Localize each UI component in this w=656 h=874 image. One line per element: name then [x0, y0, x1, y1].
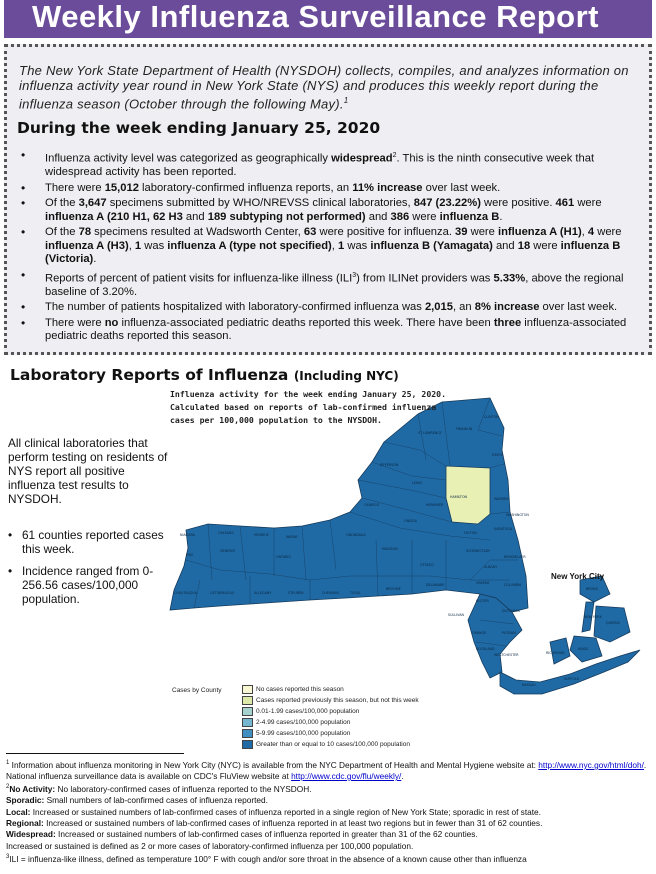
intro-paragraph	[19, 63, 639, 111]
bullet-text: , above the regional baseline of 3.20%.	[45, 272, 624, 298]
county-label: SUFFOLK	[564, 677, 579, 681]
county-label: ORLEANS	[218, 531, 234, 535]
bullet-pediatric-deaths	[21, 317, 647, 344]
county-label: CLINTON	[484, 415, 499, 419]
county-label: ST LAWRENCE	[418, 431, 442, 435]
nys-county-map	[150, 380, 650, 700]
bullet-bold: 8% increase	[474, 301, 540, 314]
bullet-bold: 15,012	[104, 181, 139, 194]
legend-item	[242, 707, 542, 718]
footnote-text: No laboratory-confirmed cases of influenza reported to the NYSDOH.	[55, 784, 312, 795]
footnote-label: No Activity:	[9, 784, 56, 795]
lab-fact-item: • Incidence ranged from 0-256.56 cases/100,000 population.	[8, 564, 170, 606]
county-label: DELAWARE	[426, 583, 445, 587]
bullet-text: specimens submitted by WHO/NREVSS clinical laboratories,	[106, 197, 414, 210]
bullet-wadsworth	[21, 226, 647, 267]
bullet-text: influenza-associated pediatric deaths reported this week. There have been	[118, 316, 494, 329]
footnote-sporadic	[6, 795, 650, 806]
county-label: CHAUTAUQUA	[174, 591, 198, 595]
legend-label: Cases reported previously this season, but not this week	[256, 697, 419, 704]
bullet-bold: influenza A (H3)	[45, 239, 129, 252]
weekly-summary-box	[4, 44, 652, 355]
county-label: CHEMUNG	[322, 591, 340, 595]
lab-fact-item: • 61 counties reported cases this week.	[8, 528, 170, 556]
legend-label: 2-4.99 cases/100,000 population	[256, 719, 351, 726]
bullet-text: ,	[581, 226, 588, 239]
county-label: TIOGA	[350, 591, 361, 595]
bullet-bold: 11% increase	[352, 181, 423, 194]
county-label: ORANGE	[472, 631, 487, 635]
bullet-bold: influenza A (210 H1, 62 H3	[45, 210, 183, 223]
week-heading: During the week ending January 25, 2020	[17, 119, 381, 137]
county-label: COLUMBIA	[504, 583, 522, 587]
bullet-text: ,	[331, 239, 339, 252]
legend-swatch	[242, 696, 253, 705]
bullet-text: ) from ILINet providers was	[356, 272, 494, 285]
county-label: ALBANY	[484, 565, 498, 569]
county-label: ALLEGANY	[254, 591, 272, 595]
footnote-text: ILI = influenza-like illness, defined as temperature 100° F with cough and/or sore throat in the absence of a known cause other than influenza	[9, 853, 527, 864]
county-label: ONONDAGA	[346, 533, 366, 537]
county-label: LEWIS	[412, 481, 423, 485]
nyc-doh-link[interactable]: http://www.nyc.gov/html/doh/	[538, 759, 644, 770]
county-label: GENESEE	[220, 549, 236, 553]
bullet-bold: 386	[390, 210, 410, 223]
bullet-text: laboratory-confirmed influenza reports, an	[138, 181, 353, 194]
county-label: NASSAU	[522, 683, 536, 687]
county-label: BRONX	[586, 587, 598, 591]
footnote-2	[6, 782, 650, 795]
legend-swatch	[242, 707, 253, 716]
legend-label: Greater than or equal to 10 cases/100,000 population	[256, 741, 410, 748]
county-label: NEW YORK	[584, 615, 602, 619]
legend-swatch	[242, 718, 253, 727]
bullet-text: was	[141, 239, 168, 252]
footnote-text: Information about influenza monitoring in New York City (NYC) is available from the NYC Department of Health and Mental Hygiene website at:	[9, 759, 539, 770]
legend-item	[242, 685, 542, 696]
footnote-mark: 2	[6, 784, 10, 791]
legend-item	[242, 740, 542, 751]
map-caption-line: Calculated based on reports of lab-confirmed influenza	[170, 402, 437, 412]
county-label: RICHMOND	[546, 651, 565, 655]
footnote-label: Widespread:	[6, 829, 56, 840]
bullet-text: , an	[452, 301, 475, 314]
county-label: FRANKLIN	[456, 427, 473, 431]
bullet-bold: influenza B (Yamagata)	[370, 239, 493, 252]
bullet-bold: widespread	[331, 152, 393, 165]
county-label: NIAGARA	[180, 533, 195, 537]
bullet-text: .	[499, 210, 503, 223]
bullet-text: were	[594, 226, 622, 239]
legend-item	[242, 718, 542, 729]
bullet-bold: influenza B (Victoria)	[45, 239, 621, 266]
bullet-bold: 1	[134, 239, 142, 252]
bullet-bold: 1	[338, 239, 345, 252]
legend-label: No cases reported this season	[256, 686, 344, 693]
legend-item	[242, 729, 542, 740]
bullet-text: and	[365, 210, 391, 223]
bullet-text: Reports of percent of patient visits for influenza-like illness (ILI	[45, 272, 353, 285]
bullet-sup: 3	[352, 271, 357, 279]
county-label: SULLIVAN	[448, 613, 464, 617]
footnote-label: Local:	[6, 806, 31, 817]
footnote-local	[6, 807, 650, 818]
bullet-text: were	[574, 197, 602, 210]
county-label: ERIE	[186, 553, 194, 557]
footnote-label: Regional:	[6, 818, 44, 829]
county-label: HAMILTON	[450, 495, 468, 499]
county-label: STEUBEN	[288, 591, 304, 595]
bullet-text: influenza-associated pediatric deaths reported this season.	[45, 316, 627, 343]
intro-text: The New York State Department of Health (NYSDOH) collects, compiles, and analyzes information on influenza activity year round in New York State (NYS) and produces this weekly report during the influenza season (October through the following May).	[19, 63, 629, 112]
footnote-label: Sporadic:	[6, 795, 45, 806]
legend-title: Cases by County	[172, 687, 222, 694]
county-label: QUEENS	[606, 621, 620, 625]
county-label: RENSSELAER	[504, 555, 526, 559]
bullet-text: over last week.	[539, 301, 618, 314]
county-label: BROOME	[386, 587, 401, 591]
legend-label: 0.01-1.99 cases/100,000 population	[256, 708, 360, 715]
bullet-bold: 39	[455, 226, 468, 239]
bullet-bold: 189 subtyping not performed)	[207, 210, 366, 223]
county-label: SARATOGA	[494, 527, 512, 531]
legend-swatch	[242, 729, 253, 738]
legend-swatch	[242, 685, 253, 694]
map-caption	[170, 388, 470, 427]
county-label: DUTCHESS	[502, 609, 520, 613]
intro-footnote-mark: 1	[343, 96, 349, 105]
county-label: ROCKLAND	[476, 647, 495, 651]
report-title: Weekly Influenza Surveillance Report	[32, 0, 599, 34]
legend-label: 5-9.99 cases/100,000 population	[256, 730, 351, 737]
map-caption-line: cases per 100,000 population to the NYSDOH.	[170, 415, 382, 425]
bullet-ilinet	[21, 269, 647, 300]
county-label: WAYNE	[286, 535, 298, 539]
bullet-bold: three	[493, 316, 522, 329]
legend-item	[242, 696, 542, 707]
lab-reporting-note: All clinical laboratories that perform testing on residents of NYS report all positive influenza test results to NYSDOH.	[8, 436, 168, 506]
footnote-text: Increased or sustained numbers of lab-confirmed cases of influenza reported in greater than 31 of the 62 counties.	[55, 829, 478, 840]
bullet-bold: 4	[587, 226, 595, 239]
bullet-bold: 63	[303, 226, 317, 239]
bullet-who-nrevss	[21, 197, 647, 224]
bullet-text: specimens resulted at Wadsworth Center,	[91, 226, 304, 239]
map-caption-line: Influenza activity for the week ending January 25, 2020.	[170, 389, 447, 399]
county-label: MADISON	[382, 547, 398, 551]
county-label: ONEIDA	[404, 519, 417, 523]
county-label: KINGS	[578, 647, 589, 651]
bullet-hospitalized	[21, 301, 647, 315]
footnote-3	[6, 852, 650, 865]
bullet-text: Of the	[45, 197, 79, 210]
bullet-bold: influenza A (H1)	[497, 226, 582, 239]
bullet-bold: influenza B	[439, 210, 500, 223]
county-label: WARREN	[494, 497, 509, 501]
bullet-text: and	[182, 210, 208, 223]
county-label: ESSEX	[492, 453, 503, 457]
county-label: PUTNAM	[502, 631, 516, 635]
county-label: OSWEGO	[364, 503, 380, 507]
bullet-lab-reports	[21, 182, 647, 196]
bullet-sup: 2	[392, 152, 397, 159]
report-banner	[4, 0, 652, 38]
state-outline	[170, 398, 640, 694]
bullet-text: and	[492, 239, 518, 252]
bullet-bold: 2,015	[424, 301, 453, 314]
bullet-text: were positive for influenza.	[316, 226, 456, 239]
county-label: WESTCHESTER	[494, 653, 519, 657]
footnote-mark: 3	[6, 853, 10, 860]
county-label: WASHINGTON	[506, 513, 529, 517]
lab-facts-list	[8, 528, 170, 614]
footnote-mark: 1	[6, 760, 10, 766]
bullet-text: were	[409, 210, 440, 223]
bullet-bold: 5.33%	[493, 272, 526, 285]
footnote-text: Increased or sustained numbers of lab-confirmed cases of influenza reported in a single region of New York State; sporadic in rest of state.	[30, 806, 541, 817]
footnote-text: . National influenza surveillance data is available on CDC's FluView website at	[6, 759, 647, 782]
bullet-bold: 847 (23.22%)	[413, 197, 481, 210]
county-label: OTSEGO	[420, 563, 434, 567]
county-label: SCHENECTADY	[466, 549, 491, 553]
footnote-regional	[6, 818, 650, 829]
county-label: HERKIMER	[426, 503, 444, 507]
bullet-text: were	[530, 239, 561, 252]
county-label: ULSTER	[476, 599, 489, 603]
county-label: JEFFERSON	[380, 463, 399, 467]
bullet-text: Influenza activity level was categorized as geographically	[45, 152, 332, 165]
bullet-bold: 18	[517, 239, 531, 252]
bullet-text: .	[93, 253, 97, 266]
footnote-text: Small numbers of lab-confirmed cases of influenza reported.	[44, 795, 268, 806]
footnote-widespread	[6, 829, 650, 840]
footnote-divider	[6, 753, 184, 754]
footnote-increase-definition: Increased or sustained is defined as 2 or more cases of laboratory-confirmed influenza per 100,000 population.	[6, 840, 414, 851]
bullet-text: were positive.	[480, 197, 556, 210]
bullet-bold: 3,647	[78, 197, 107, 210]
footnote-1	[6, 758, 650, 782]
bullet-text: Of the	[45, 226, 79, 239]
bullet-bold: influenza A (type not specified)	[167, 239, 332, 252]
legend-swatch	[242, 740, 253, 749]
bullet-bold: 461	[555, 197, 575, 210]
lab-heading-main: Laboratory Reports of Influenza	[10, 366, 289, 384]
county-label: CATTARAUGUS	[210, 591, 235, 595]
bullet-text: There were	[45, 316, 105, 329]
bullet-bold: 78	[78, 226, 92, 239]
footnote-text: .	[401, 771, 404, 782]
bullet-bold: no	[104, 316, 119, 329]
footnote-text: Increased or sustained numbers of lab-confirmed cases of influenza reported in at least two regions but in fewer than 31 of 62 counties.	[43, 818, 543, 829]
bullet-text: . This is the ninth consecutive week that widespread activity has been reported.	[45, 152, 595, 179]
bullet-text: ,	[128, 239, 135, 252]
summary-bullets	[21, 149, 647, 346]
bullet-text: There were	[45, 181, 105, 194]
county-label: GREENE	[476, 581, 490, 585]
lab-heading-small: (Including NYC)	[293, 369, 399, 383]
bullet-activity-level	[21, 149, 647, 180]
cdc-fluview-link[interactable]: http://www.cdc.gov/flu/weekly/	[291, 771, 402, 782]
bullet-text: over last week.	[422, 181, 501, 194]
footnotes	[6, 758, 650, 865]
bullet-text: The number of patients hospitalized with laboratory-confirmed influenza was	[45, 301, 425, 314]
bullet-text: were	[467, 226, 498, 239]
bullet-text: was	[344, 239, 371, 252]
county-label: ONTARIO	[276, 555, 291, 559]
county-label: FULTON	[464, 531, 477, 535]
county-label: MONROE	[254, 533, 269, 537]
nyc-inset-label: New York City	[551, 572, 605, 581]
